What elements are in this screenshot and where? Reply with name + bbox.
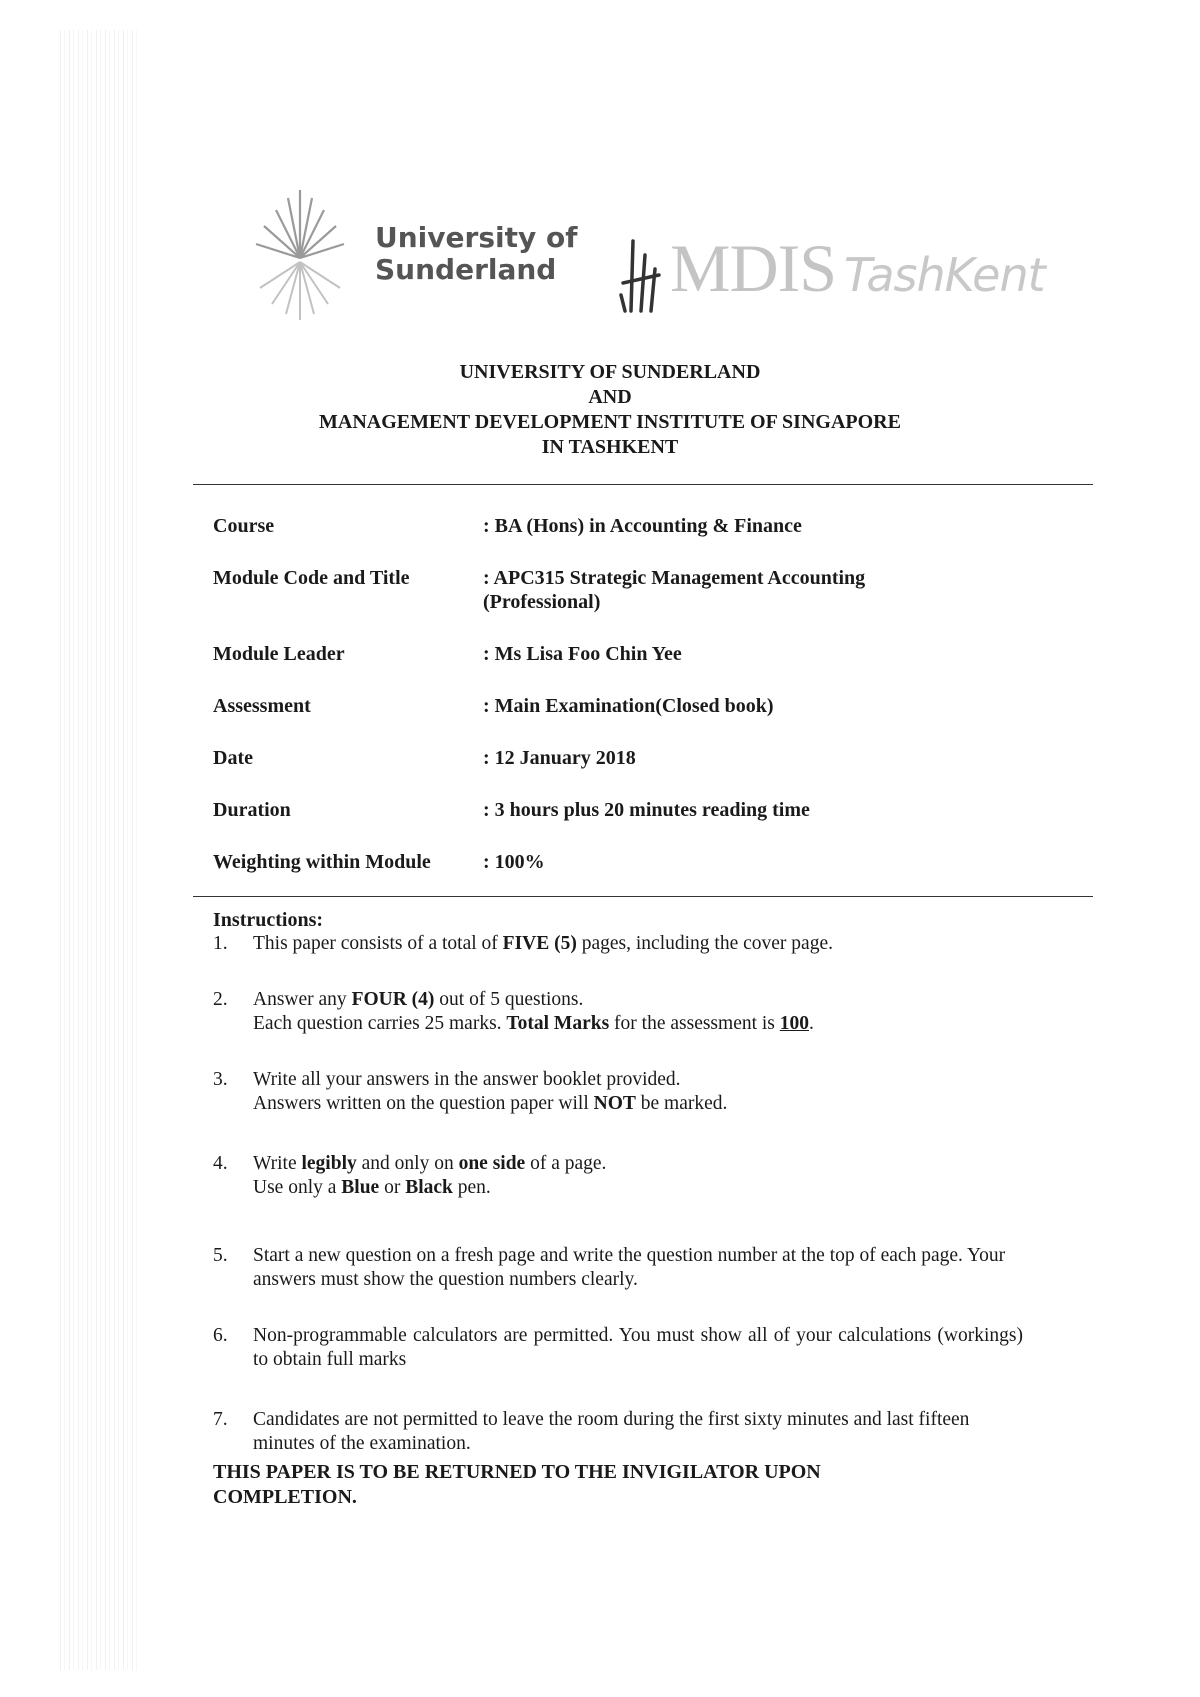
sunderland-wordmark [375, 222, 577, 286]
mdis-wordmark-name: MDIS [670, 230, 837, 306]
instruction-4-part-j: pen. [452, 1177, 491, 1198]
weighting-label: Weighting within Module [213, 851, 431, 873]
instruction-1-page-count: FIVE (5) [502, 933, 577, 954]
assessment-label: Assessment [213, 695, 311, 717]
module-value-line2: (Professional) [483, 591, 601, 613]
closing-notice [213, 1460, 1023, 1510]
instruction-5-text: Start a new question on a fresh page and write the question number at the top of each page. Your answers must show the question numbers clearly. [253, 1245, 1006, 1290]
duration-value: : 3 hours plus 20 minutes reading time [483, 799, 810, 821]
instruction-number: 2. [213, 989, 228, 1010]
instruction-2-period: . [809, 1013, 814, 1034]
instruction-text [253, 1152, 1023, 1200]
instruction-6-text: Non-programmable calculators are permitted. You must show all of your calculations (workings) to obtain full marks [253, 1325, 1023, 1370]
instruction-4-blue: Blue [341, 1177, 380, 1198]
instruction-text [253, 1408, 1023, 1456]
instruction-4-part-c: and only on [356, 1153, 459, 1174]
instruction-3-part-b: Answers written on the question paper will [253, 1093, 594, 1114]
institution-header [200, 360, 1020, 460]
instruction-2-part-c: out of 5 questions. [434, 989, 584, 1010]
instruction-number: 6. [213, 1325, 228, 1346]
scan-shadow-edge [60, 30, 140, 1670]
logo-banner [250, 180, 1045, 340]
instruction-text [253, 1324, 1023, 1372]
instruction-7-text: Candidates are not permitted to leave the room during the first sixty minutes and last fifteen minutes of the examination. [253, 1409, 970, 1454]
instruction-number: 7. [213, 1409, 228, 1430]
sunderland-wordmark-line1: University of [375, 221, 578, 254]
leader-value: : Ms Lisa Foo Chin Yee [483, 643, 682, 665]
header-line-2: AND [588, 386, 632, 408]
course-label: Course [213, 515, 275, 537]
instruction-3-part-d: be marked. [635, 1093, 728, 1114]
instruction-4-part-h: or [379, 1177, 406, 1198]
instruction-2-total-marks-label: Total Marks [506, 1013, 610, 1034]
instruction-4-part-a: Write [253, 1153, 302, 1174]
instruction-4-black: Black [405, 1177, 453, 1198]
weighting-value: : 100% [483, 851, 545, 873]
instruction-2-question-count: FOUR (4) [351, 989, 435, 1010]
duration-label: Duration [213, 799, 291, 821]
instructions [213, 908, 1023, 1454]
sunderland-logo-icon [250, 180, 350, 330]
divider-top [193, 484, 1093, 485]
instruction-text [253, 988, 1023, 1036]
instruction-4-part-e: of a page. [525, 1153, 607, 1174]
leader-label: Module Leader [213, 643, 345, 665]
mdis-emblem-icon [615, 235, 663, 315]
instruction-number: 3. [213, 1069, 228, 1090]
instruction-text [253, 1068, 1023, 1116]
mdis-wordmark [670, 232, 1045, 311]
date-label: Date [213, 747, 253, 769]
instruction-2-part-f: for the assessment is [609, 1013, 780, 1034]
instruction-2-total-marks: 100 [779, 1013, 810, 1034]
closing-line-2: COMPLETION. [213, 1486, 357, 1508]
instruction-4-one-side: one side [458, 1153, 526, 1174]
header-line-3: MANAGEMENT DEVELOPMENT INSTITUTE OF SINGAPORE [319, 411, 901, 433]
module-label: Module Code and Title [213, 567, 410, 589]
instruction-2-part-a: Answer any [253, 989, 352, 1010]
instruction-text [253, 1244, 1023, 1292]
assessment-value: : Main Examination(Closed book) [483, 695, 774, 717]
header-line-1: UNIVERSITY OF SUNDERLAND [459, 361, 761, 383]
instructions-title: Instructions: [213, 909, 324, 931]
instruction-text [253, 932, 1023, 956]
instruction-4-legibly: legibly [301, 1153, 357, 1174]
course-value: : BA (Hons) in Accounting & Finance [483, 515, 802, 537]
divider-bottom [193, 896, 1093, 897]
instruction-3-not: NOT [593, 1093, 636, 1114]
instruction-3-line1: Write all your answers in the answer booklet provided. [253, 1069, 681, 1090]
sunderland-wordmark-line2: Sunderland [375, 253, 557, 286]
instruction-4-part-f: Use only a [253, 1177, 342, 1198]
mdis-wordmark-city: TashKent [844, 248, 1045, 302]
closing-line-1: THIS PAPER IS TO BE RETURNED TO THE INVIGILATOR UPON [213, 1461, 821, 1483]
instruction-number: 5. [213, 1245, 228, 1266]
instruction-2-part-d: Each question carries 25 marks. [253, 1013, 507, 1034]
date-value: : 12 January 2018 [483, 747, 636, 769]
instruction-number: 4. [213, 1153, 228, 1174]
module-value [483, 566, 1073, 614]
header-line-4: IN TASHKENT [541, 436, 679, 458]
instruction-1-part-c: pages, including the cover page. [576, 933, 833, 954]
module-value-line1: : APC315 Strategic Management Accounting [483, 567, 866, 589]
instruction-number: 1. [213, 933, 228, 954]
instruction-1-part-a: This paper consists of a total of [253, 933, 503, 954]
